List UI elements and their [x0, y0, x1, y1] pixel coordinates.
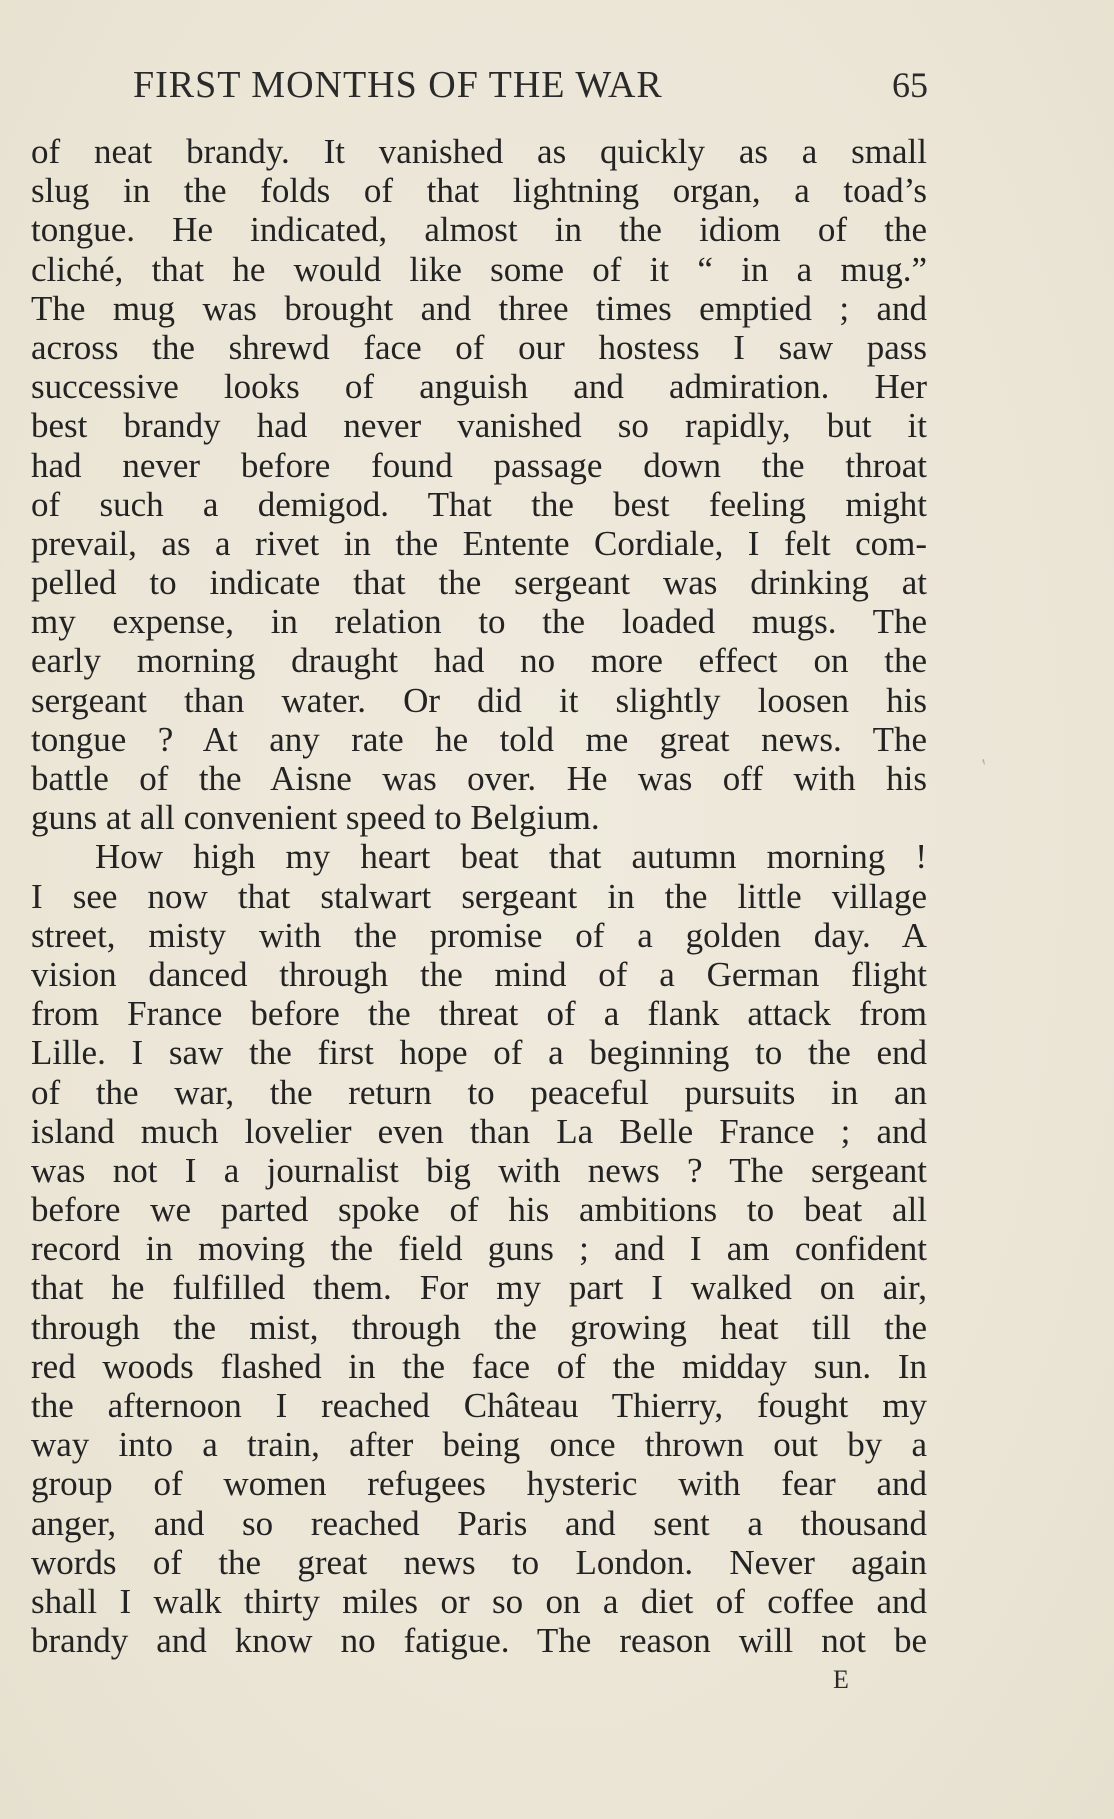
text-line: from France before the threat of a flank attack from: [31, 994, 927, 1034]
text-line: record in moving the field guns ; and I am confident: [31, 1229, 927, 1269]
text-line: was not I a journalist big with news ? The sergeant: [31, 1150, 927, 1190]
text-line: of the war, the return to peaceful pursuits in an: [31, 1072, 927, 1112]
text-line: vision danced through the mind of a German flight: [31, 954, 927, 994]
text-line: the afternoon I reached Château Thierry, fought my: [31, 1386, 927, 1425]
signature-mark: E: [833, 1665, 849, 1694]
text-line: How high my heart beat that autumn morning !: [95, 837, 927, 877]
text-line: had never before found passage down the throat: [31, 445, 927, 485]
text-line: anger, and so reached Paris and sent a thousand: [31, 1503, 927, 1543]
text-line: sergeant than water. Or did it slightly loosen his: [31, 680, 927, 720]
text-line: of neat brandy. It vanished as quickly as a small: [31, 132, 927, 171]
text-line: The mug was brought and three times emptied ; and: [31, 288, 927, 328]
running-head: [133, 60, 928, 110]
text-line: of such a demigod. That the best feeling might: [31, 484, 927, 524]
text-line: I see now that stalwart sergeant in the little village: [31, 876, 927, 916]
text-line: battle of the Aisne was over. He was off with his: [31, 759, 927, 798]
text-line: slug in the folds of that lightning organ, a toad’s: [31, 171, 927, 211]
text-line: early morning draught had no more effect on the: [31, 641, 927, 681]
text-line: island much lovelier even than La Belle France ; and: [31, 1111, 927, 1151]
text-line: through the mist, through the growing heat till the: [31, 1307, 927, 1347]
text-line: shall I walk thirty miles or so on a diet of coffee and: [31, 1581, 927, 1621]
text-line: prevail, as a rivet in the Entente Cordiale, I felt com-: [31, 523, 927, 563]
text-line: pelled to indicate that the sergeant was drinking at: [31, 563, 927, 603]
text-line: guns at all convenient speed to Belgium.: [31, 798, 600, 838]
margin-smudge: ′: [977, 753, 995, 778]
text-line: tongue ? At any rate he told me great news. The: [31, 719, 927, 759]
text-line: cliché, that he would like some of it “ in a mug.”: [31, 249, 927, 289]
text-line: words of the great news to London. Never again: [31, 1542, 927, 1582]
text-line: my expense, in relation to the loaded mugs. The: [31, 602, 927, 642]
text-line: before we parted spoke of his ambitions to beat all: [31, 1190, 927, 1230]
text-line: best brandy had never vanished so rapidly, but it: [31, 406, 927, 446]
running-title: FIRST MONTHS OF THE WAR: [133, 64, 663, 106]
text-line: group of women refugees hysteric with fear and: [31, 1464, 927, 1504]
text-line: that he fulfilled them. For my part I walked on air,: [31, 1268, 927, 1308]
text-line: tongue. He indicated, almost in the idiom of the: [31, 210, 927, 250]
text-line: way into a train, after being once thrown out by a: [31, 1425, 927, 1465]
page-number: 65: [892, 65, 928, 105]
text-line: red woods flashed in the face of the midday sun. In: [31, 1346, 927, 1386]
text-line: across the shrewd face of our hostess I saw pass: [31, 327, 927, 367]
text-line: brandy and know no fatigue. The reason will not be: [31, 1621, 927, 1661]
text-line: Lille. I saw the first hope of a beginning to the end: [31, 1033, 927, 1073]
text-line: successive looks of anguish and admiration. Her: [31, 367, 927, 407]
body-text: [31, 132, 927, 1660]
text-line: street, misty with the promise of a golden day. A: [31, 915, 927, 955]
